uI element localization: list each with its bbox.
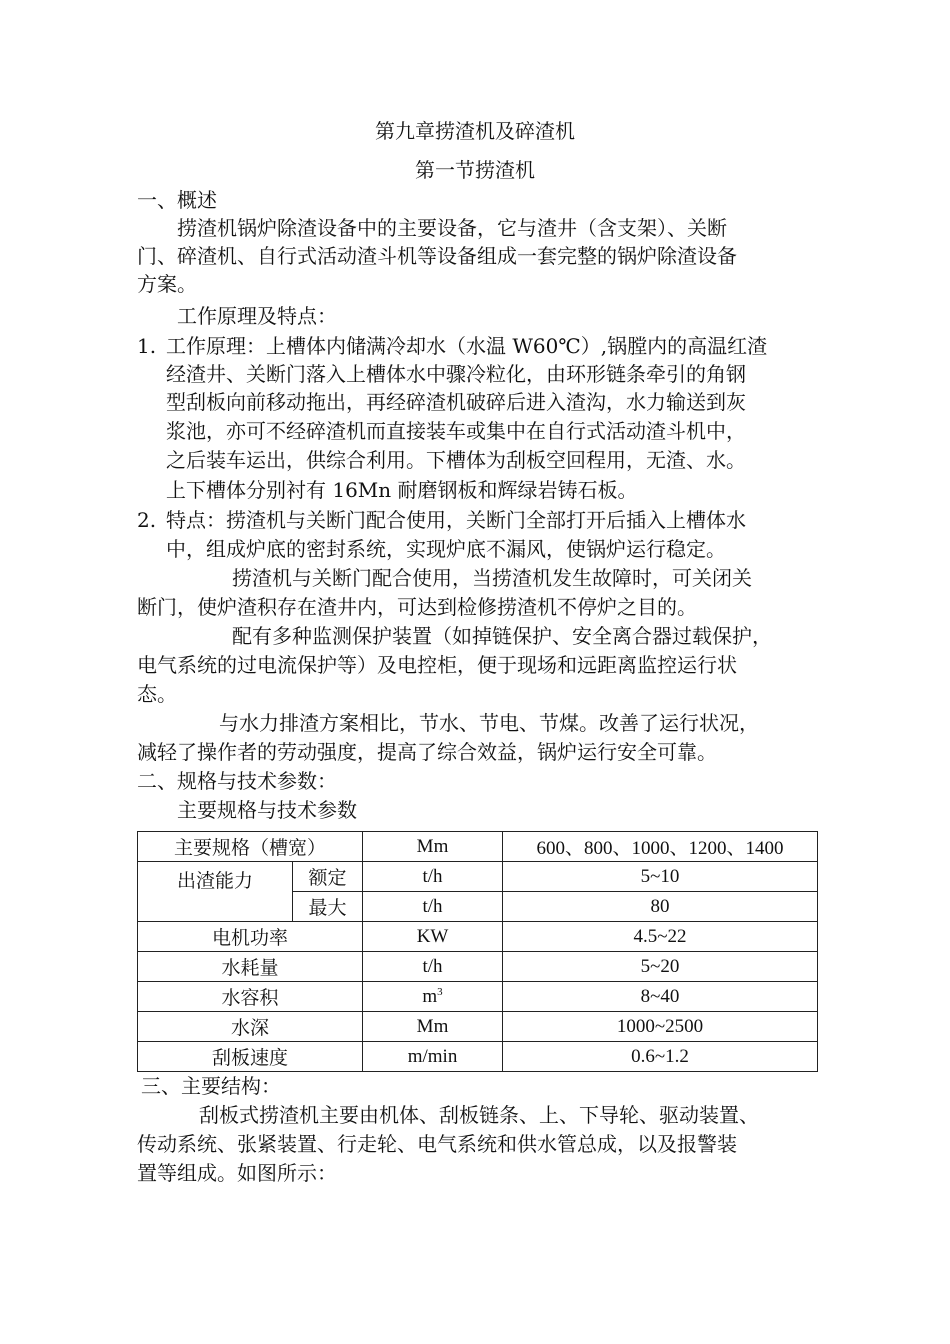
spec-heading: 二、规格与技术参数： bbox=[137, 769, 337, 793]
table-cell: 600、800、1000、1200、1400 bbox=[503, 832, 818, 862]
principle-heading: 工作原理及特点： bbox=[177, 304, 337, 328]
table-cell: 1000~2500 bbox=[503, 1012, 818, 1042]
table-cell: 最大 bbox=[293, 892, 363, 922]
table-cell: 水容积 bbox=[138, 982, 363, 1012]
overview-line: 门、碎渣机、自行式活动渣斗机等设备组成一套完整的锅炉除渣设备 bbox=[137, 244, 737, 268]
spec-table bbox=[137, 831, 818, 1072]
table-cell: 水深 bbox=[138, 1012, 363, 1042]
table-cell: m/min bbox=[363, 1042, 503, 1072]
structure-heading: 三、主要结构： bbox=[141, 1074, 281, 1098]
table-cell: 80 bbox=[503, 892, 818, 922]
table-row bbox=[138, 922, 818, 952]
item1-line: 之后装车运出，供综合利用。下槽体为刮板空回程用，无渣、水。 bbox=[166, 448, 746, 472]
table-row bbox=[138, 952, 818, 982]
paragraph-line: 减轻了操作者的劳动强度，提高了综合效益，锅炉运行安全可靠。 bbox=[137, 740, 717, 764]
paragraph-line: 断门，使炉渣积存在渣井内，可达到检修捞渣机不停炉之目的。 bbox=[137, 595, 697, 619]
unit-text: m bbox=[422, 985, 438, 1007]
paragraph-line: 配有多种监测保护装置（如掉链保护、安全离合器过载保护， bbox=[232, 624, 772, 648]
table-cell: KW bbox=[363, 922, 503, 952]
overview-line: 捞渣机锅炉除渣设备中的主要设备，它与渣井（含支架）、关断 bbox=[177, 216, 727, 240]
table-cell: 4.5~22 bbox=[503, 922, 818, 952]
table-cell: Mm bbox=[363, 1012, 503, 1042]
table-cell: t/h bbox=[363, 862, 503, 892]
item2-line: 特点：捞渣机与关断门配合使用，关断门全部打开后插入上槽体水 bbox=[166, 508, 746, 532]
unit-superscript: 3 bbox=[437, 985, 443, 998]
table-cell: 电机功率 bbox=[138, 922, 363, 952]
table-row bbox=[138, 1012, 818, 1042]
item1-line: 型刮板向前移动拖出，再经碎渣机破碎后进入渣沟，水力输送到灰 bbox=[166, 390, 746, 414]
table-cell: 刮板速度 bbox=[138, 1042, 363, 1072]
table-cell: 0.6~1.2 bbox=[503, 1042, 818, 1072]
overview-heading: 一、概述 bbox=[137, 188, 217, 212]
table-row bbox=[138, 1042, 818, 1072]
item1-line: 浆池，亦可不经碎渣机而直接装车或集中在自行式活动渣斗机中， bbox=[166, 419, 746, 443]
section-subtitle: 第一节捞渣机 bbox=[415, 158, 535, 182]
table-cell: t/h bbox=[363, 892, 503, 922]
paragraph-line: 与水力排渣方案相比，节水、节电、节煤。改善了运行状况， bbox=[219, 711, 759, 735]
table-row bbox=[138, 832, 818, 862]
item1-line: 经渣井、关断门落入上槽体水中骤冷粒化，由环形链条牵引的角钢 bbox=[166, 362, 746, 386]
paragraph-line: 捞渣机与关断门配合使用，当捞渣机发生故障时，可关闭关 bbox=[232, 566, 752, 590]
list-number: 1. bbox=[137, 334, 157, 358]
list-number: 2. bbox=[137, 508, 157, 532]
table-row bbox=[138, 982, 818, 1012]
table-cell: 水耗量 bbox=[138, 952, 363, 982]
spec-subheading: 主要规格与技术参数 bbox=[177, 798, 357, 822]
table-cell: 主要规格（槽宽） bbox=[138, 832, 363, 862]
structure-line: 传动系统、张紧装置、行走轮、电气系统和供水管总成，以及报警装 bbox=[137, 1132, 737, 1156]
table-cell: t/h bbox=[363, 952, 503, 982]
table-cell: 5~20 bbox=[503, 952, 818, 982]
table-row bbox=[138, 862, 818, 892]
table-cell bbox=[363, 982, 503, 1012]
table-cell: 出渣能力 bbox=[138, 862, 293, 922]
structure-line: 刮板式捞渣机主要由机体、刮板链条、上、下导轮、驱动装置、 bbox=[199, 1103, 759, 1127]
structure-line: 置等组成。如图所示： bbox=[137, 1161, 337, 1185]
item2-line: 中，组成炉底的密封系统，实现炉底不漏风，使锅炉运行稳定。 bbox=[166, 537, 726, 561]
item1-line: 上下槽体分别衬有 16Mn 耐磨钢板和辉绿岩铸石板。 bbox=[166, 478, 638, 502]
item1-line: 工作原理：上槽体内储满冷却水（水温 W60℃）,锅膛内的高温红渣 bbox=[166, 334, 768, 358]
paragraph-line: 电气系统的过电流保护等）及电控柜，便于现场和远距离监控运行状 bbox=[137, 653, 737, 677]
page-title: 第九章捞渣机及碎渣机 bbox=[375, 119, 575, 143]
overview-line: 方案。 bbox=[137, 272, 197, 296]
table-cell: 8~40 bbox=[503, 982, 818, 1012]
table-cell: Mm bbox=[363, 832, 503, 862]
table-cell: 5~10 bbox=[503, 862, 818, 892]
paragraph-line: 态。 bbox=[137, 682, 177, 706]
table-cell: 额定 bbox=[293, 862, 363, 892]
